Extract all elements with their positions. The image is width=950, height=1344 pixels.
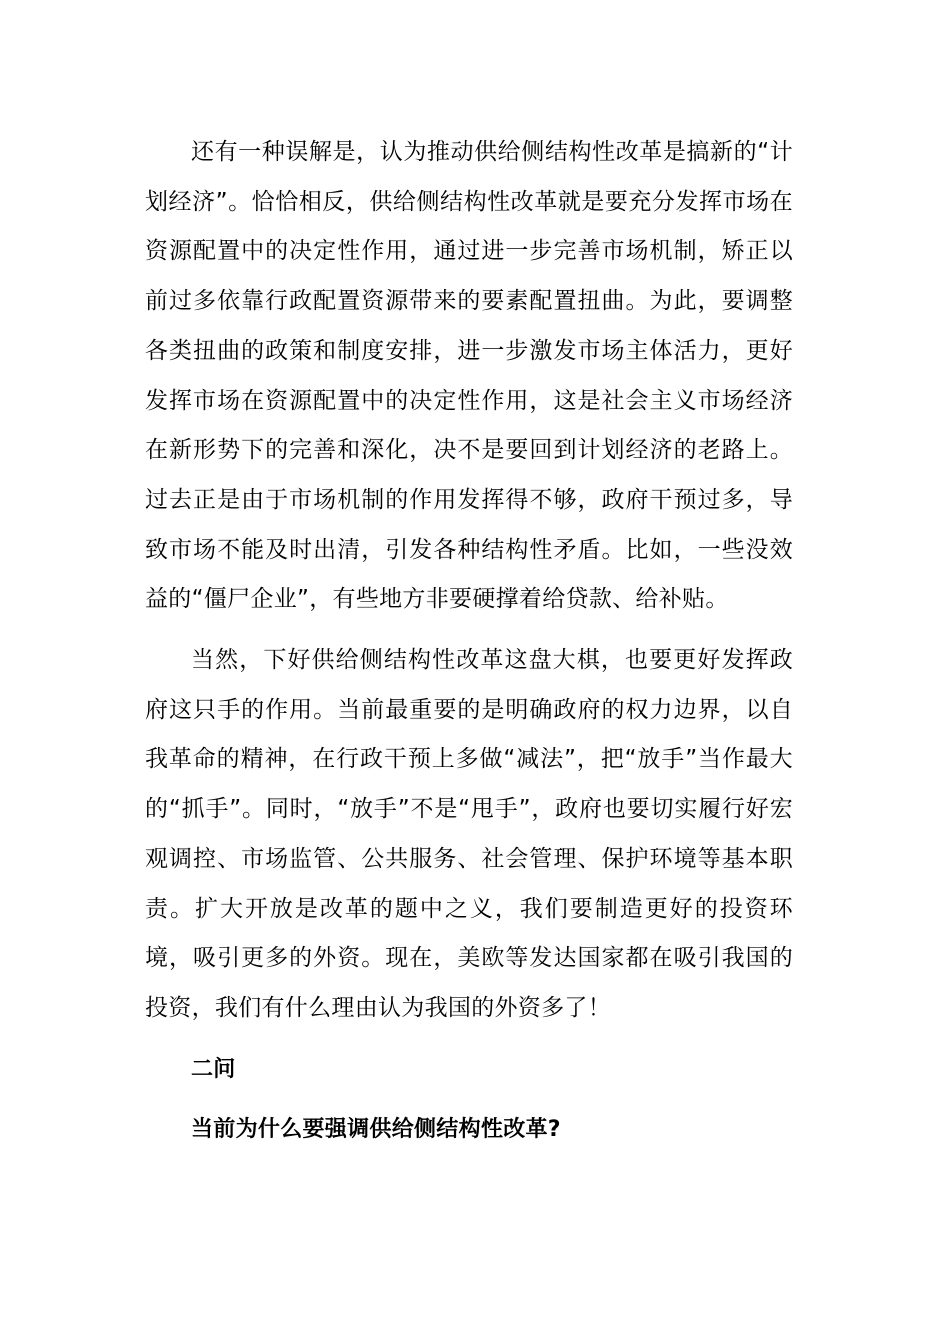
document-body (145, 128, 793, 1155)
body-paragraph: 当然，下好供给侧结构性改革这盘大棋，也要更好发挥政府这只手的作用。当前最重要的是明确政府的权力边界，以自我革命的精神，在行政干预上多做“减法”，把“放手”当作最大的“抓手”。同时，“放手”不是“甩手”，政府也要切实履行好宏观调控、市场监管、公共服务、社会管理、保护环境等基本职责。扩大开放是改革的题中之义，我们要制造更好的投资环境，吸引更多的外资。现在，美欧等发达国家都在吸引我国的投资，我们有什么理由认为我国的外资多了！ (145, 647, 793, 1021)
section-label: 二问 (191, 1056, 236, 1082)
body-paragraph: 还有一种误解是，认为推动供给侧结构性改革是搞新的“计划经济”。恰恰相反，供给侧结构性改革就是要充分发挥市场在资源配置中的决定性作用，通过进一步完善市场机制，矫正以前过多依靠行政配置资源带来的要素配置扭曲。为此，要调整各类扭曲的政策和制度安排，进一步激发市场主体活力，更好发挥市场在资源配置中的决定性作用，这是社会主义市场经济在新形势下的完善和深化，决不是要回到计划经济的老路上。过去正是由于市场机制的作用发挥得不够，政府干预过多，导致市场不能及时出清，引发各种结构性矛盾。比如，一些没效益的“僵尸企业”，有些地方非要硬撑着给贷款、给补贴。 (145, 139, 793, 613)
section-question: 当前为什么要强调供给侧结构性改革? (191, 1117, 561, 1143)
